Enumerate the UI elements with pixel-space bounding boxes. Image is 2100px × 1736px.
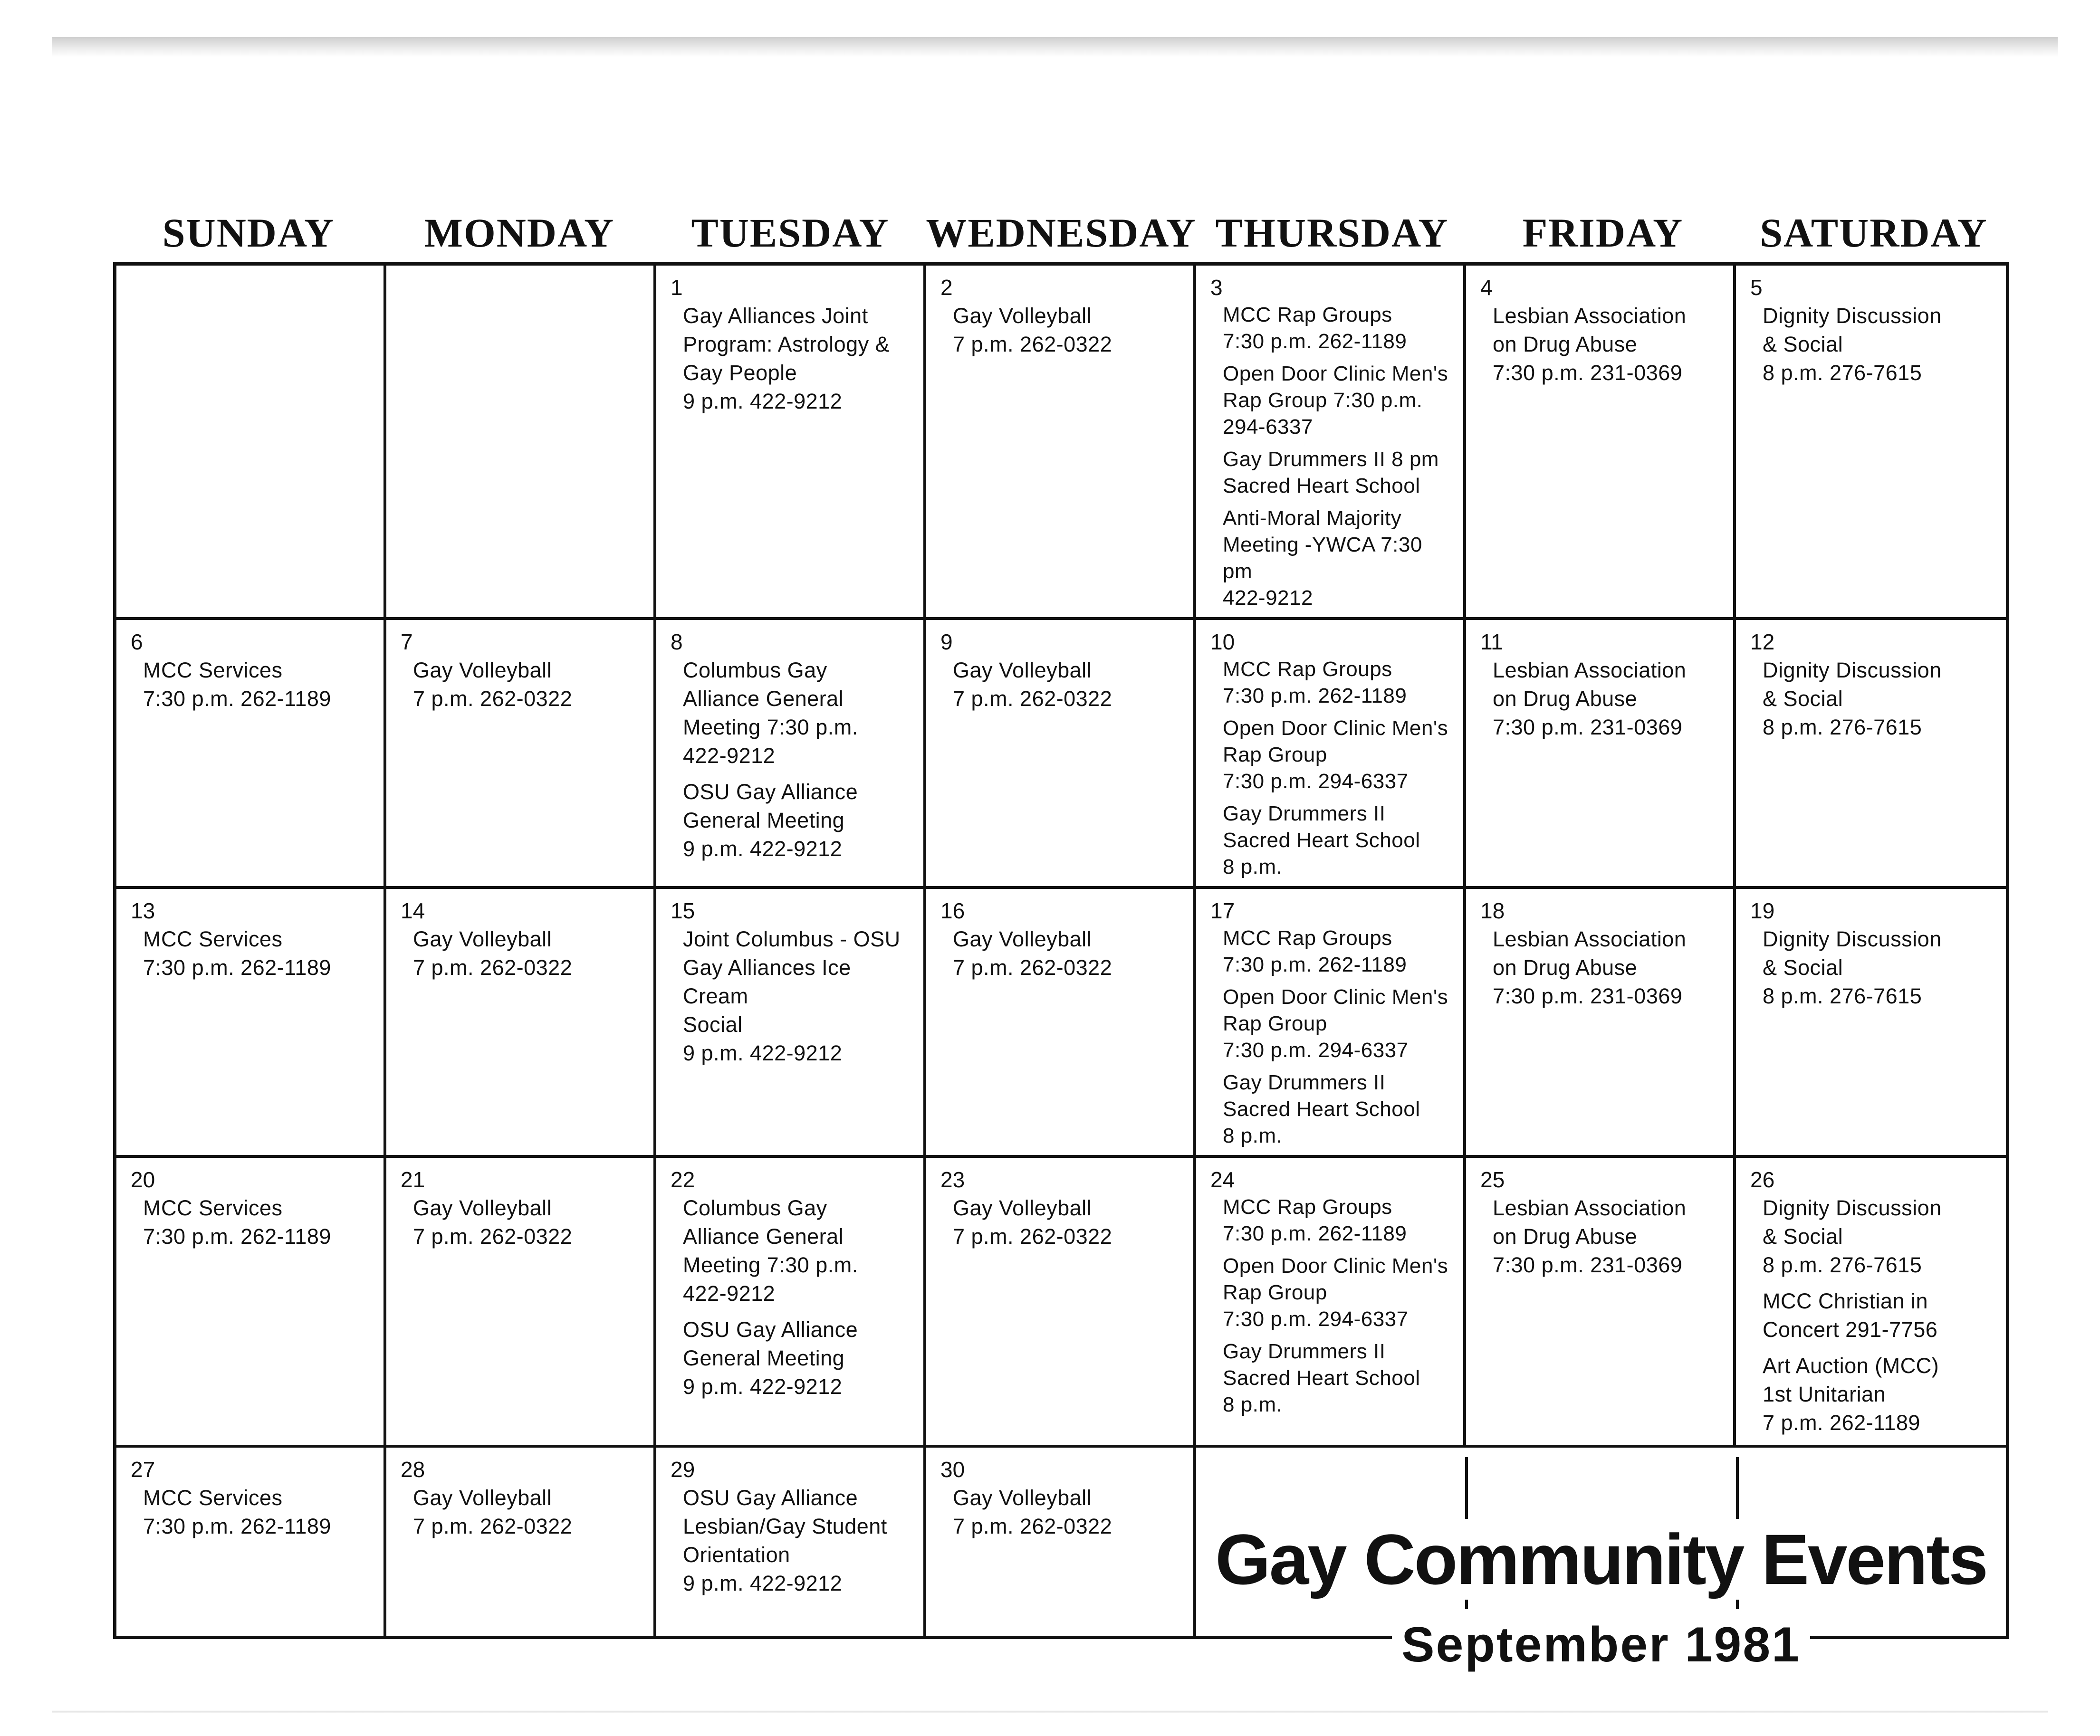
day-number: 21 <box>401 1167 425 1192</box>
day-cell-wednesday <box>926 1448 1196 1636</box>
event-entry: Columbus Gay Alliance General Meeting 7:30 p.m. 422-9212 <box>683 658 858 768</box>
day-cell-wednesday <box>926 266 1196 620</box>
day-number: 18 <box>1480 898 1505 923</box>
day-cell-sunday <box>116 1448 386 1636</box>
event-entry: Gay Volleyball 7 p.m. 262-0322 <box>953 1486 1112 1538</box>
day-cell-thursday <box>1196 1158 1466 1448</box>
header-monday: MONDAY <box>424 210 615 256</box>
event-entry: Joint Columbus - OSU Gay Alliances Ice Cream Social 9 p.m. 422-9212 <box>683 927 901 1065</box>
event-entry: MCC Services 7:30 p.m. 262-1189 <box>143 927 331 980</box>
event-entry: MCC Christian in Concert 291-7756 <box>1763 1289 1938 1342</box>
day-number: 16 <box>940 898 965 923</box>
weekday-header-row <box>113 209 2014 266</box>
day-cell-friday <box>1466 1158 1736 1448</box>
event-entry: OSU Gay Alliance General Meeting 9 p.m. 422-9212 <box>683 1317 858 1399</box>
event-entry: MCC Rap Groups 7:30 p.m. 262-1189 <box>1223 926 1407 976</box>
day-number: 20 <box>131 1167 155 1192</box>
event-entry: Gay Alliances Joint Program: Astrology & Gay People 9 p.m. 422-9212 <box>683 304 890 413</box>
event-entry: Open Door Clinic Men's Rap Group 7:30 p.m. 294-6337 <box>1223 1254 1448 1331</box>
day-cell-monday <box>386 1448 656 1636</box>
event-entry: Open Door Clinic Men's Rap Group 7:30 p.m. 294-6337 <box>1223 362 1448 439</box>
day-number: 12 <box>1750 630 1775 654</box>
day-cell-friday <box>1466 889 1736 1158</box>
event-entry: Open Door Clinic Men's Rap Group 7:30 p.m. 294-6337 <box>1223 985 1448 1062</box>
event-entry: MCC Services 7:30 p.m. 262-1189 <box>143 1196 331 1249</box>
event-entry: Dignity Discussion & Social 8 p.m. 276-7615 <box>1763 927 1942 1008</box>
day-cell-saturday <box>1736 266 2006 620</box>
event-entry: OSU Gay Alliance Lesbian/Gay Student Orientation 9 p.m. 422-9212 <box>683 1486 887 1595</box>
day-cell-saturday <box>1736 620 2006 889</box>
event-entry: Gay Volleyball 7 p.m. 262-0322 <box>953 1196 1112 1249</box>
event-entry: Lesbian Association on Drug Abuse 7:30 p.m. 231-0369 <box>1493 927 1687 1008</box>
event-entry: Dignity Discussion & Social 8 p.m. 276-7615 <box>1763 658 1942 739</box>
event-entry: Dignity Discussion & Social 8 p.m. 276-7615 <box>1763 304 1942 385</box>
day-number: 8 <box>671 630 683 654</box>
event-entry: Gay Volleyball 7 p.m. 262-0322 <box>413 1196 573 1249</box>
calendar-month: September 1981 <box>1392 1609 1810 1680</box>
day-number: 30 <box>940 1457 965 1482</box>
event-entry: Gay Volleyball 7 p.m. 262-0322 <box>953 927 1112 980</box>
event-entry: Gay Volleyball 7 p.m. 262-0322 <box>413 658 573 711</box>
event-entry: Columbus Gay Alliance General Meeting 7:30 p.m. 422-9212 <box>683 1196 858 1306</box>
day-number: 28 <box>401 1457 425 1482</box>
day-cell-saturday <box>1736 889 2006 1158</box>
day-number: 10 <box>1210 630 1235 654</box>
event-entry: Gay Volleyball 7 p.m. 262-0322 <box>413 927 573 980</box>
day-number: 5 <box>1750 275 1763 300</box>
day-number: 29 <box>671 1457 695 1482</box>
event-entry: Gay Volleyball 7 p.m. 262-0322 <box>953 304 1112 356</box>
day-cell-monday <box>386 1158 656 1448</box>
day-cell-sunday <box>116 1158 386 1448</box>
day-cell-tuesday <box>656 266 926 620</box>
event-entry: Anti-Moral Majority Meeting -YWCA 7:30 pm 422-9212 <box>1223 506 1422 610</box>
day-cell-friday <box>1466 620 1736 889</box>
day-cell-wednesday <box>926 620 1196 889</box>
day-cell-sunday <box>116 620 386 889</box>
day-number: 2 <box>940 275 953 300</box>
event-entry: Gay Drummers II 8 pm Sacred Heart School <box>1223 448 1439 497</box>
event-entry: MCC Rap Groups 7:30 p.m. 262-1189 <box>1223 658 1407 707</box>
event-entry: Lesbian Association on Drug Abuse 7:30 p.m. 231-0369 <box>1493 304 1687 385</box>
day-cell-sunday <box>116 266 386 620</box>
day-cell-saturday <box>1736 1158 2006 1448</box>
day-number: 23 <box>940 1167 965 1192</box>
day-cell-sunday <box>116 889 386 1158</box>
day-cell-tuesday <box>656 1448 926 1636</box>
event-entry: Open Door Clinic Men's Rap Group 7:30 p.m. 294-6337 <box>1223 716 1448 793</box>
event-entry: Gay Drummers II Sacred Heart School 8 p.m. <box>1223 802 1420 878</box>
calendar-title-block <box>1196 1448 2006 1672</box>
event-entry: MCC Rap Groups 7:30 p.m. 262-1189 <box>1223 1195 1407 1245</box>
header-friday: FRIDAY <box>1522 210 1684 256</box>
header-sunday: SUNDAY <box>162 210 335 256</box>
scan-top-edge <box>52 37 2058 57</box>
day-number: 3 <box>1210 275 1223 300</box>
day-number: 17 <box>1210 898 1235 923</box>
day-cell-tuesday <box>656 1158 926 1448</box>
event-entry: Dignity Discussion & Social 8 p.m. 276-7615 <box>1763 1196 1942 1277</box>
header-saturday: SATURDAY <box>1760 210 1988 256</box>
day-cell-thursday <box>1196 266 1466 620</box>
title-area <box>1196 1519 2006 1680</box>
day-number: 25 <box>1480 1167 1505 1192</box>
event-entry: MCC Rap Groups 7:30 p.m. 262-1189 <box>1223 303 1407 353</box>
event-entry: Gay Drummers II Sacred Heart School 8 p.m. <box>1223 1340 1420 1416</box>
day-cell-thursday <box>1196 889 1466 1158</box>
day-number: 27 <box>131 1457 155 1482</box>
header-thursday: THURSDAY <box>1215 210 1449 256</box>
day-cell-monday <box>386 889 656 1158</box>
calendar-grid <box>113 262 2009 1672</box>
event-entry: Gay Volleyball 7 p.m. 262-0322 <box>953 658 1112 711</box>
day-number: 13 <box>131 898 155 923</box>
calendar-title: Gay Community Events <box>1196 1519 2006 1600</box>
day-cell-tuesday <box>656 620 926 889</box>
event-entry: MCC Services 7:30 p.m. 262-1189 <box>143 658 331 711</box>
day-cell-wednesday <box>926 1158 1196 1448</box>
event-entry: Gay Drummers II Sacred Heart School 8 p.m. <box>1223 1071 1420 1147</box>
day-cell-wednesday <box>926 889 1196 1158</box>
day-cell-monday <box>386 266 656 620</box>
event-entry: Lesbian Association on Drug Abuse 7:30 p.m. 231-0369 <box>1493 658 1687 739</box>
event-entry: MCC Services 7:30 p.m. 262-1189 <box>143 1486 331 1538</box>
day-number: 19 <box>1750 898 1775 923</box>
day-number: 26 <box>1750 1167 1775 1192</box>
event-entry: Lesbian Association on Drug Abuse 7:30 p.m. 231-0369 <box>1493 1196 1687 1277</box>
day-number: 15 <box>671 898 695 923</box>
day-number: 24 <box>1210 1167 1235 1192</box>
event-entry: Gay Volleyball 7 p.m. 262-0322 <box>413 1486 573 1538</box>
event-entry: Art Auction (MCC) 1st Unitarian 7 p.m. 262-1189 <box>1763 1354 1939 1435</box>
day-number: 1 <box>671 275 683 300</box>
day-number: 7 <box>401 630 413 654</box>
header-tuesday: TUESDAY <box>691 210 890 256</box>
day-number: 4 <box>1480 275 1493 300</box>
header-wednesday: WEDNESDAY <box>926 210 1197 256</box>
day-cell-friday <box>1466 266 1736 620</box>
day-number: 22 <box>671 1167 695 1192</box>
day-number: 6 <box>131 630 143 654</box>
day-cell-tuesday <box>656 889 926 1158</box>
day-cell-monday <box>386 620 656 889</box>
day-number: 14 <box>401 898 425 923</box>
day-cell-thursday <box>1196 620 1466 889</box>
day-number: 11 <box>1480 630 1503 654</box>
event-entry: OSU Gay Alliance General Meeting 9 p.m. 422-9212 <box>683 780 858 861</box>
scan-bottom-edge <box>52 1710 2048 1713</box>
day-number: 9 <box>940 630 953 654</box>
